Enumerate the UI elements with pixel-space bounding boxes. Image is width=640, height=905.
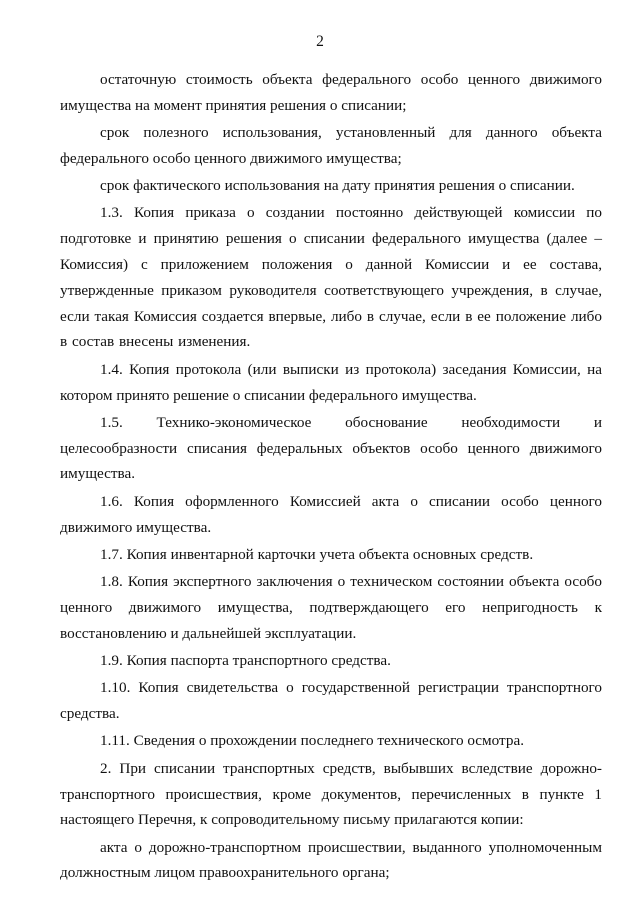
paragraph-actual-use: срок фактического использования на дату принятия решения о списании. xyxy=(100,177,575,195)
paragraph-1-6: 1.6. Копия оформленного Комиссией акта о списании особо ценного движимого имущества. xyxy=(60,492,602,536)
paragraph-useful-life: срок полезного использования, установленный для данного объекта федерального особо ценного движимого имущества; xyxy=(60,124,602,167)
paragraph-1-3: 1.3. Копия приказа о создании постоянно действующей комиссии по подготовке и принятию решения о списании федерального имущества (далее – Комиссия) с приложением положения о данной Комиссии и ее состава, утвержденные приказом руководителя соответствующего учреждения, в случае, если такая Комиссия создается впервые, либо в случае, если в ее положение либо в состав внесены изменения. xyxy=(60,204,602,351)
paragraph-2: 2. При списании транспортных средств, выбывших вследствие дорожно-транспортного происшествия, кроме документов, перечисленных в пункте 1 настоящего Перечня, к сопроводительному письму прилагаются копии: xyxy=(60,759,602,829)
paragraph-1-10: 1.10. Копия свидетельства о государственной регистрации транспортного средства. xyxy=(60,679,602,723)
paragraph-accident-act: акта о дорожно-транспортном происшествии, выданного уполномоченным должностным лицом правоохранительного органа; xyxy=(60,838,602,882)
paragraph-1-9: 1.9. Копия паспорта транспортного средства. xyxy=(100,652,391,670)
page-number: 2 xyxy=(316,33,324,50)
paragraph-1-7: 1.7. Копия инвентарной карточки учета объекта основных средств. xyxy=(100,545,534,563)
paragraph-1-5: 1.5. Технико-экономическое обоснование необходимости и целесообразности списания федеральных объектов особо ценного движимого имущества. xyxy=(60,413,602,483)
paragraph-residual-value: остаточную стоимость объекта федерального особо ценного движимого имущества на момент принятия решения о списании; xyxy=(60,71,602,114)
paragraph-1-8: 1.8. Копия экспертного заключения о техническом состоянии объекта особо ценного движимого имущества, подтверждающего его непригодность к восстановлению и дальнейшей эксплуатации. xyxy=(60,573,602,642)
paragraph-1-4: 1.4. Копия протокола (или выписки из протокола) заседания Комиссии, на котором принято решение о списании федерального имущества. xyxy=(60,360,602,404)
paragraph-1-11: 1.11. Сведения о прохождении последнего технического осмотра. xyxy=(100,732,525,750)
document-body xyxy=(60,67,602,886)
